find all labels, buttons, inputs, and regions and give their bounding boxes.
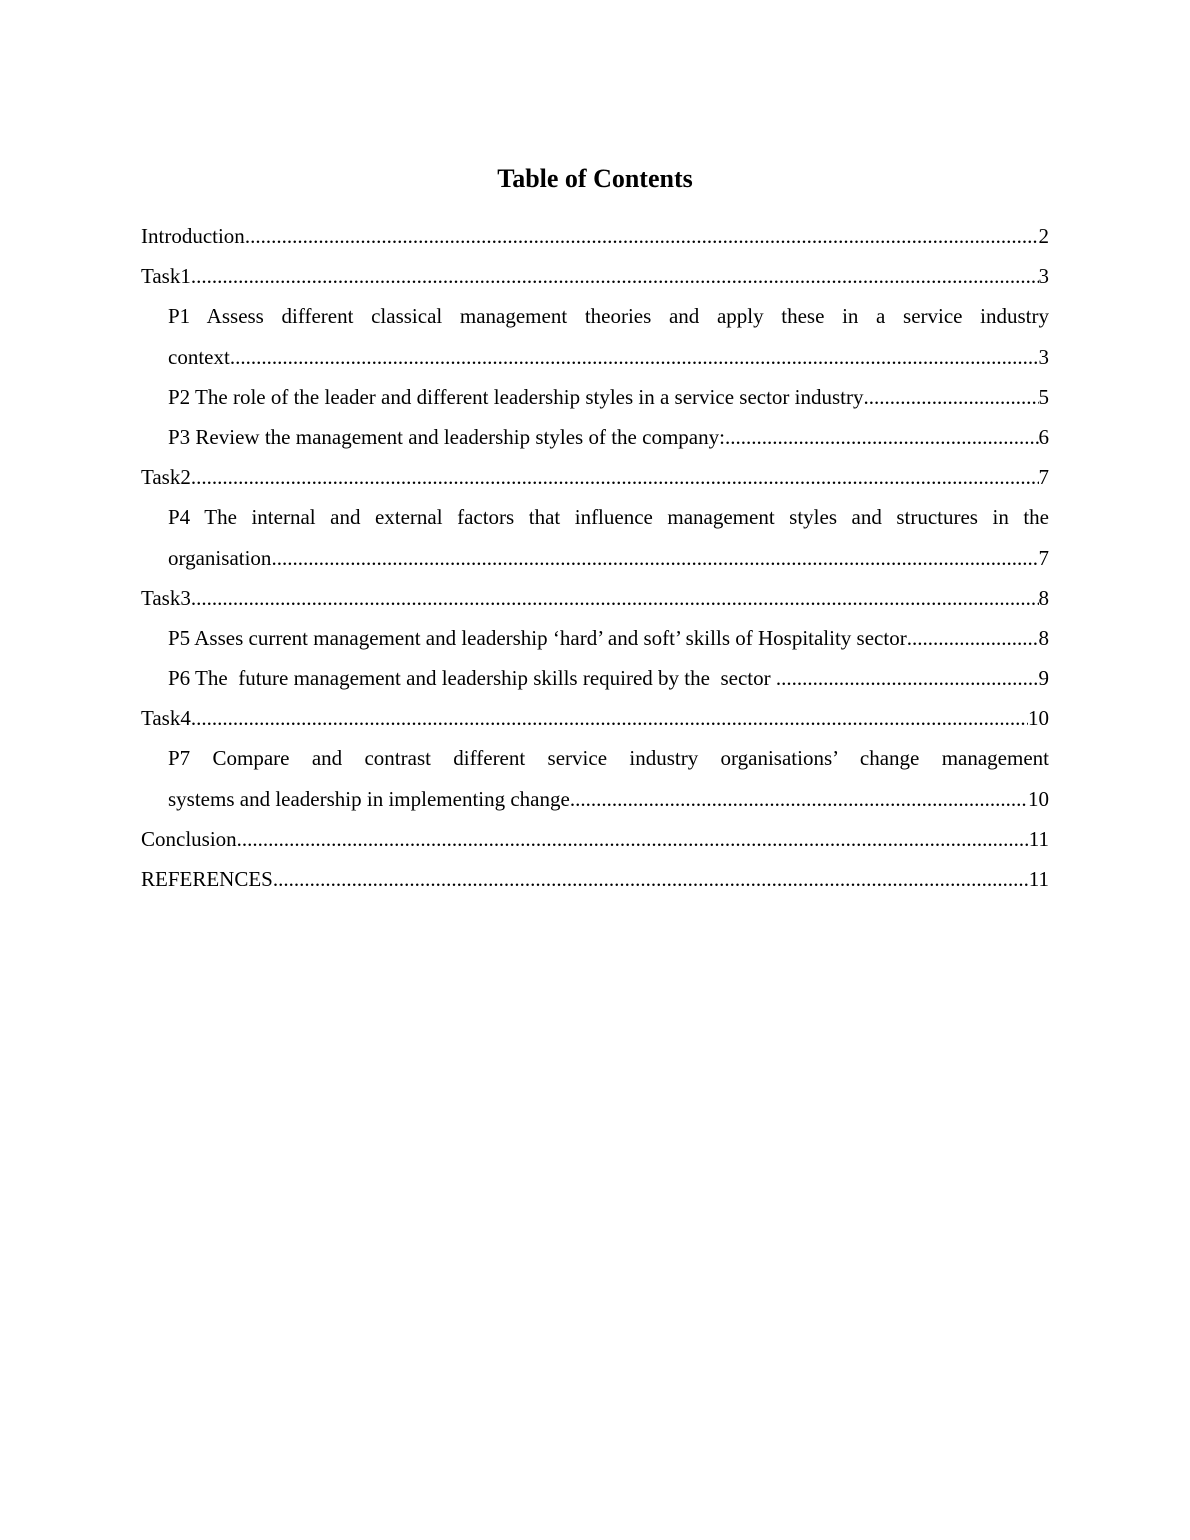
dot-leader bbox=[776, 658, 1039, 698]
toc-page-number: 7 bbox=[1038, 545, 1049, 570]
toc-entry-introduction[interactable] bbox=[141, 216, 1049, 256]
toc-entry-references[interactable] bbox=[141, 859, 1049, 899]
toc-entry-label: Task4 bbox=[141, 706, 191, 731]
toc-entry-p7[interactable] bbox=[141, 738, 1049, 818]
toc-entry-label-line1: P1 Assess different classical management theories and apply these in a service industry bbox=[168, 304, 1049, 329]
toc-entry-task1[interactable] bbox=[141, 256, 1049, 296]
dot-leader bbox=[230, 337, 1039, 377]
toc-entry-p2[interactable] bbox=[141, 377, 1049, 417]
dot-leader bbox=[273, 859, 1029, 899]
toc-entry-label: REFERENCES bbox=[141, 867, 273, 891]
toc-page-number: 8 bbox=[1038, 625, 1049, 650]
toc-entry-label: P3 Review the management and leadership styles of the company: bbox=[168, 424, 725, 449]
dot-leader bbox=[191, 578, 1039, 618]
toc-page-number: 3 bbox=[1038, 264, 1049, 289]
dot-leader bbox=[725, 417, 1039, 457]
dot-leader bbox=[191, 256, 1039, 296]
dot-leader bbox=[245, 216, 1039, 256]
toc-entry-p5[interactable] bbox=[141, 618, 1049, 658]
toc-entry-label-line1: P7 Compare and contrast different service industry organisations’ change management bbox=[168, 746, 1049, 771]
toc-entry-task3[interactable] bbox=[141, 578, 1049, 618]
toc-page-number: 2 bbox=[1038, 224, 1049, 248]
toc-entry-label: P5 Asses current management and leadership ‘hard’ and soft’ skills of Hospitality sector bbox=[168, 625, 907, 650]
toc-page-number: 8 bbox=[1038, 585, 1049, 610]
toc-entry-label: Task3 bbox=[141, 585, 191, 610]
toc-entry-label: P6 The future management and leadership skills required by the sector bbox=[168, 666, 776, 691]
toc-entry-label: Task2 bbox=[141, 465, 191, 490]
toc-entry-label: Introduction bbox=[141, 224, 245, 248]
toc-entry-conclusion[interactable] bbox=[141, 819, 1049, 859]
toc-page-number: 7 bbox=[1038, 465, 1049, 490]
dot-leader bbox=[570, 779, 1028, 819]
toc-page-number: 10 bbox=[1028, 786, 1049, 811]
toc-page-number: 5 bbox=[1038, 384, 1049, 409]
dot-leader bbox=[907, 618, 1039, 658]
table-of-contents bbox=[141, 216, 1049, 899]
toc-entry-task2[interactable] bbox=[141, 457, 1049, 497]
toc-entry-p1[interactable] bbox=[141, 296, 1049, 376]
toc-entry-task4[interactable] bbox=[141, 698, 1049, 738]
toc-entry-p6[interactable] bbox=[141, 658, 1049, 698]
toc-entry-label: Task1 bbox=[141, 264, 191, 289]
toc-title: Table of Contents bbox=[497, 164, 693, 193]
dot-leader bbox=[271, 538, 1038, 578]
toc-page-number: 6 bbox=[1038, 424, 1049, 449]
toc-entry-label-line1: P4 The internal and external factors that influence management styles and structures in the bbox=[168, 505, 1049, 530]
toc-page-number: 3 bbox=[1038, 344, 1049, 369]
toc-page-number: 9 bbox=[1038, 666, 1049, 691]
toc-page-number: 10 bbox=[1028, 706, 1049, 731]
toc-entry-label: systems and leadership in implementing change bbox=[168, 786, 570, 811]
toc-entry-label: organisation bbox=[168, 545, 272, 570]
toc-entry-label: P2 The role of the leader and different leadership styles in a service sector industry bbox=[168, 384, 864, 409]
dot-leader bbox=[191, 698, 1028, 738]
dot-leader bbox=[237, 819, 1029, 859]
toc-entry-p4[interactable] bbox=[141, 497, 1049, 577]
toc-entry-label: context bbox=[168, 344, 230, 369]
toc-entry-p3[interactable] bbox=[141, 417, 1049, 457]
toc-page-number: 11 bbox=[1028, 826, 1049, 851]
dot-leader bbox=[864, 377, 1039, 417]
toc-entry-label: Conclusion bbox=[141, 826, 237, 851]
dot-leader bbox=[191, 457, 1039, 497]
toc-page-number: 11 bbox=[1028, 867, 1049, 891]
